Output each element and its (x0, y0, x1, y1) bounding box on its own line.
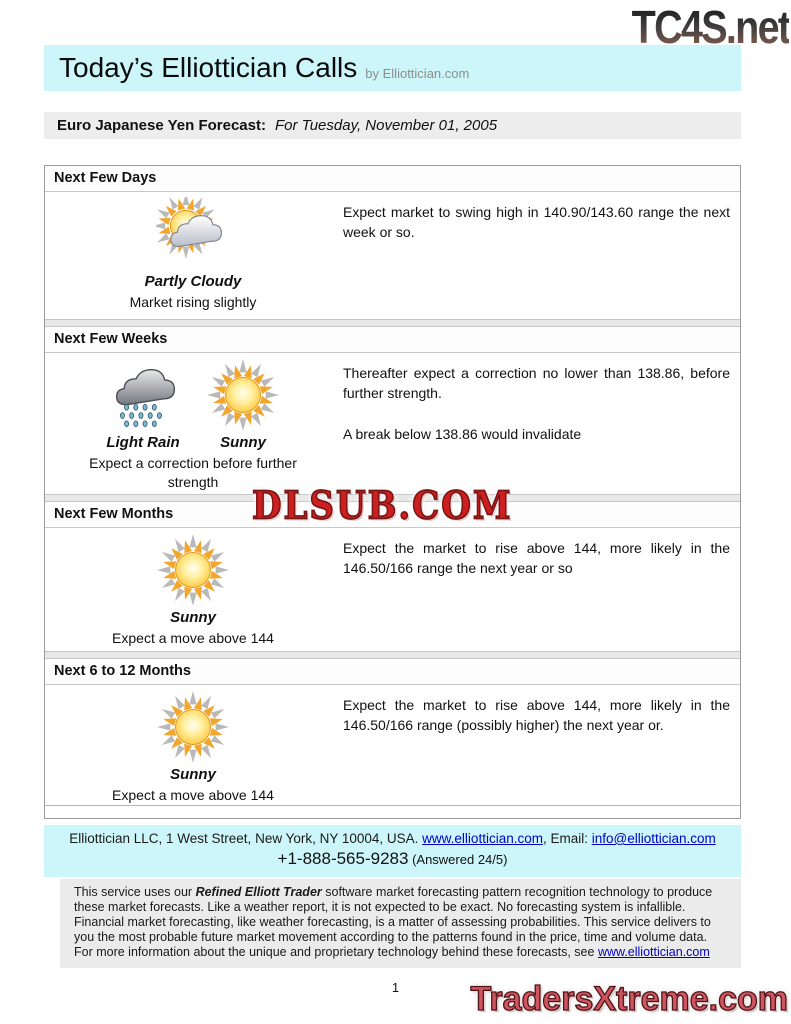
weather-label: Light Rain (106, 434, 180, 451)
tc4s-watermark: TC4S.net (631, 1, 789, 53)
forecast-label: Euro Japanese Yen Forecast: (57, 117, 266, 134)
partly-cloudy-icon (156, 197, 230, 271)
section-header-next-6-to-12-months: Next 6 to 12 Months (45, 659, 740, 685)
page-number: 1 (391, 980, 400, 995)
light-rain-icon (106, 358, 180, 432)
section-content-next-6-to-12-months (45, 685, 740, 805)
phone-number: +1-888-565-9283 (277, 849, 409, 868)
tradersxtreme-watermark: TradersXtreme.com (470, 980, 788, 1018)
section-content-next-few-months (45, 528, 740, 651)
forecast-paragraph: Thereafter expect a correction no lower than 138.86, before further strength. (343, 365, 730, 401)
section-content-next-few-weeks (45, 353, 740, 494)
forecast-paragraph: Expect market to swing high in 140.90/143.60 range the next week or so. (343, 204, 730, 240)
disclaimer-box (60, 879, 741, 968)
weather-label: Sunny (170, 609, 216, 626)
forecast-paragraph: Expect the market to rise above 144, more likely in the 146.50/166 range the next year or so (343, 540, 730, 576)
footer-bar (44, 825, 741, 877)
phone-line (44, 849, 741, 869)
address-text: Elliottician LLC, 1 West Street, New York, NY 10004, USA. (69, 831, 423, 846)
forecast-text-column (341, 528, 740, 651)
forecast-paragraph: Expect the market to rise above 144, more likely in the 146.50/166 range (possibly higher) the next year or. (343, 697, 730, 733)
table-bottom-strip (45, 805, 740, 818)
forecast-text-column (341, 353, 740, 494)
company-address-line (44, 831, 741, 846)
sunny-icon (206, 358, 280, 432)
weather-column (45, 685, 341, 805)
product-name: Refined Elliott Trader (195, 885, 322, 899)
section-header-next-few-days: Next Few Days (45, 166, 740, 192)
sunny-icon (156, 533, 230, 607)
weather-column (45, 192, 341, 319)
weather-subtitle: Expect a move above 144 (112, 787, 274, 803)
forecast-paragraph: A break below 138.86 would invalidate (343, 426, 582, 442)
email-label: , Email: (542, 831, 592, 846)
weather-subtitle: Expect a correction before further strength (89, 455, 297, 490)
byline: by Elliottician.com (365, 65, 470, 81)
website-link[interactable]: www.elliottician.com (422, 831, 543, 846)
dlsub-watermark: DLSUB.COM (252, 483, 513, 529)
weather-label: Sunny (220, 434, 266, 451)
forecast-text-column (341, 192, 740, 319)
weather-subtitle: Expect a move above 144 (112, 630, 274, 646)
section-content-next-few-days (45, 192, 740, 319)
section-header-next-few-weeks: Next Few Weeks (45, 327, 740, 353)
weather-label: Sunny (170, 766, 216, 783)
forecast-bar (44, 112, 741, 139)
weather-column (45, 353, 341, 494)
forecast-text-column (341, 685, 740, 805)
section-header-next-few-months: Next Few Months (45, 502, 740, 528)
section-divider (45, 651, 740, 659)
page-title: Today’s Elliottician Calls (59, 52, 358, 83)
sunny-icon (156, 690, 230, 764)
phone-note: (Answered 24/5) (408, 852, 508, 867)
disclaimer-text: This service uses our (74, 885, 196, 899)
section-divider (45, 319, 740, 327)
weather-label: Partly Cloudy (144, 273, 242, 290)
disclaimer-link[interactable]: www.elliottician.com (597, 945, 710, 959)
forecast-date: For Tuesday, November 01, 2005 (274, 117, 498, 134)
weather-column (45, 528, 341, 651)
weather-subtitle: Market rising slightly (129, 294, 257, 310)
email-link[interactable]: info@elliottician.com (591, 831, 716, 846)
disclaimer-text: software market forecasting pattern recognition technology to produce these market forecasts. Like a weather report, it is not expected to be exact. No forecasting system is infallible. Financial market forecasting, like weather forecasting, is a matter of assessing probabilities. This service delivers to you the most probable future market movement according to the patterns found in the price, time and volume data. For more information about the unique and proprietary technology behind these forecasts, see (74, 885, 713, 959)
